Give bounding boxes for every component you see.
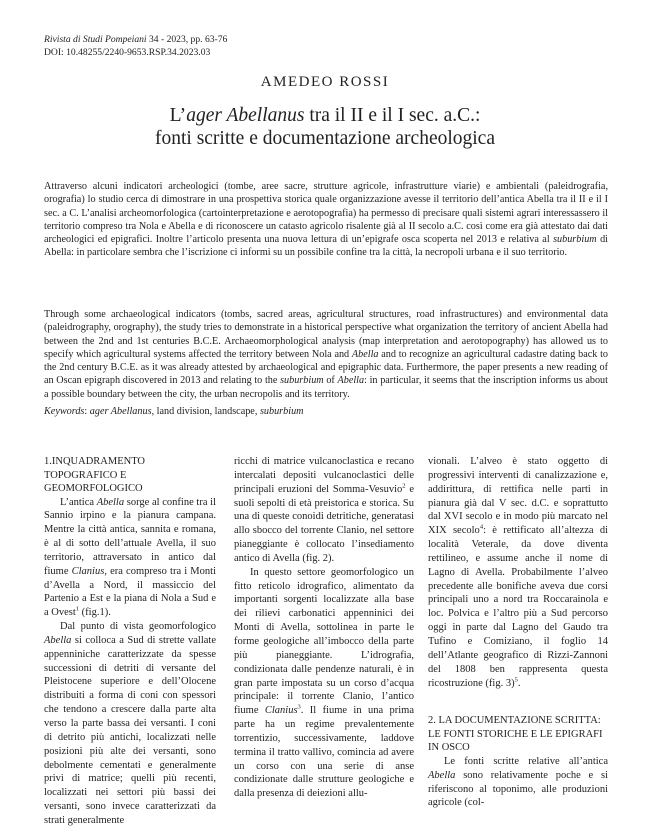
- footnote-ref: 1: [75, 605, 80, 613]
- abstract-en-text: Through some archaeological indicators (tombs, sacred areas, agricultural structures, road infrastructures) and environmental data (paleidrography, orography), the study tries to demonstrate in a historical perspective what organization the territory of ancient Abella had between the 2nd and 1st centuries B.C.E. Archaeomorphological analysis (map interpretation and aerotopography) has allowed us to specify which agricultural systems affected the territory between Nola and: [44, 309, 608, 360]
- abstract-it-text: Attraverso alcuni indicatori archeologici (tombe, aree sacre, strutture agricole, infrastrutture viarie) e ambientali (paleidrografia, orografia) lo studio cerca di dimostrare in una prospettiva storica quale organizzazione avesse il territorio dell’antica Abella tra il II e il I sec. a C. L’analisi archeomorfologica (cartointerpretazione e aerotopografia) ha permesso di precisare quali sistemi agrari interessassero il territorio compreso tra Nola e Abella e di riconoscere un catasto agricolo risalente già al II secolo a.C. così come era già attestato dai dati archeologici ed epigrafici. Inoltre l’articolo presenta una nuova lettura di un’epigrafe osca scoperta nel 2013 e relativa al: [44, 181, 608, 246]
- text: si colloca a Sud di strette vallate appenniniche caratterizzate da spesse successioni di detriti di versante del Pleistocene superiore e dell’Olocene distribuiti a forma di coni con spessori che tendono a crescere dalla parte alta verso la parte bassa dei versanti. I coni di detrito più antichi, localizzati nelle posizioni più alte dei versanti, sono debolmente cementati e generalmente privi di matrice; quelli più recenti, localizzati nei settori più bassi dei versanti, sono invece caratterizzati da strati generalmente: [44, 634, 216, 826]
- footnote-ref: 3: [297, 703, 301, 711]
- column-1: [44, 455, 216, 828]
- section-heading: 1.INQUADRAMENTO TOPOGRAFICO E GEOMORFOLOGICO: [44, 456, 146, 494]
- abstract-it-italic: suburbium: [553, 234, 597, 246]
- text: vionali. L’alveo è stato oggetto di progressivi interventi di canalizzazione e, addirittura, di rettifica nelle parti in pianura già dal V sec. d.C. e soprattutto dal XVI secolo e in modo più marcato nel XIX secolo: [428, 456, 608, 537]
- journal-title: Rivista di Studi Pompeiani: [44, 34, 147, 45]
- text: : è rettificato all’altezza di località Veterale, da dove diventa rettilineo, e assume anche il nome di Lagno di Avella. Probabilmente l’alveo precedente alle bonifiche aveva due corsi principali uno a nord tra Roccarainola e loc. Polvica e l’altro più a Sud percorso oggi in parte dal Lagno del Gaudo tra Tufino e Comiziano, il foglio 14 dell’Atlante geografico di Rizzi-Zannoni del 1808 ben rappresenta questa ricostruzione (fig. 3): [428, 525, 608, 689]
- abstract-en-italic: Abella: [351, 348, 379, 360]
- keywords-colon: :: [84, 406, 90, 417]
- text: , era compreso tra i Monti d’Avella a Nord, il massiccio del Partenio a Est e la piana di Nola a Sud e a Ovest: [44, 565, 216, 619]
- text: . Il fiume in una prima parte ha un regime prevalentemente torrentizio, successivamente, laddove termina il tratto vallivo, comincia ad avere un corso con una serie di anse condizionate dalle strutture geologiche e dalla presenza di deiezioni allu-: [234, 705, 414, 800]
- footnote-ref: 2: [402, 482, 406, 490]
- paragraph: [234, 455, 414, 566]
- title-prefix: L’: [169, 105, 187, 126]
- author-name: AMEDEO ROSSI: [260, 74, 390, 90]
- section-heading: 2. LA DOCUMENTAZIONE SCRITTA: LE FONTI STORICHE E LE EPIGRAFI IN OSCO: [428, 715, 603, 754]
- journal-citation: [44, 33, 227, 59]
- abstract-it-text: di Abella: in particolare sembra che l’iscrizione ci informi su un possibile confine tra la città, la necropoli urbana e il suo territorio.: [44, 234, 608, 259]
- keyword: ager Abellanus: [89, 406, 152, 417]
- doi: DOI: 10.48255/2240-9653.RSP.34.2023.03: [44, 47, 211, 58]
- footnote-ref: 4: [479, 523, 484, 531]
- paragraph: [234, 566, 414, 801]
- text: Le fonti scritte relative all’antica: [444, 755, 608, 767]
- abstract-en-text: of: [323, 375, 338, 387]
- spacer: [428, 690, 608, 714]
- abstract-en-italic: suburbium: [280, 375, 324, 387]
- text-italic: Abella: [96, 496, 125, 508]
- text-italic: Clanius: [71, 565, 105, 577]
- text: sorge al confine tra il Sannio irpino e la pianura campana. Mentre la città antica, sannita e romana, è al di sotto dell’attuale Avella, il suo territorio, attraversato in antico dal fiume: [44, 496, 216, 577]
- text: sono relativamente poche e si riferiscono al toponimo, alle produzioni agricole (col-: [428, 769, 608, 809]
- keyword: suburbium: [259, 406, 304, 417]
- title-line2: fonti scritte e documentazione archeologica: [154, 128, 495, 149]
- column-3: [428, 455, 608, 810]
- journal-volume-pages: 34 - 2023, pp. 63-76: [146, 34, 228, 45]
- text: In questo settore geomorfologico un fitto reticolo idrografico, alimentato da importanti sorgenti localizzate alla base dei rilievi carbonatici appenninici dei Monti di Avella, sottolinea in parte le forme geologiche all’imbocco della parte più pianeggiante. L’idrografia, condizionata dalle pendenze naturali, è in gran parte impostata su un corso d’acqua principale: il torrente Clanio, l’antico fiume: [234, 566, 414, 717]
- text: .: [517, 677, 521, 689]
- abstract-en-text: : in particular, it seems that the inscription informs us about a possible boundary between the city, the urban necropolis and its territory.: [44, 375, 608, 400]
- abstract-en-text: and to recognize an agricultural cadastre dating back to the 2nd century B.C.E. as it was already attested by archaeological and epigraphic data. Furthermore, the paper presents a new reading of an Oscan epigraph discovered in 2013 and relating to the: [44, 348, 609, 387]
- paragraph: [428, 455, 608, 690]
- text-italic: Abella: [44, 634, 72, 646]
- column-2: [234, 455, 414, 801]
- paragraph: [44, 620, 216, 828]
- keyword: , land division, landscape,: [151, 406, 260, 417]
- footnote-ref: 5: [514, 676, 518, 683]
- paragraph: [44, 496, 216, 621]
- abstract-english: [44, 308, 608, 401]
- text-italic: Clanius: [264, 705, 298, 717]
- paragraph: [428, 755, 608, 810]
- text-italic: Abella: [428, 769, 456, 781]
- text: ricchi di matrice vulcanoclastica e recano intercalati depositi vulcanoclastici delle principali eruzioni del Somma-Vesuvio: [234, 456, 414, 495]
- text: Dal punto di vista geomorfologico: [60, 621, 216, 633]
- article-title: [0, 104, 650, 150]
- abstract-en-italic: Abella: [337, 375, 365, 387]
- keywords-label: Keywords: [44, 406, 85, 417]
- abstract-italian: [44, 180, 608, 260]
- title-line1-rest: tra il II e il I sec. a.C.:: [304, 105, 481, 126]
- text: e suoli sepolti di età preistorica e storica. Su una di queste conoidi detritiche, generatasi allo sbocco del torrente Clanio, nel settore pianeggiante è collocato l’insediamento antico di Avella (fig. 2).: [234, 483, 414, 564]
- title-italic: ager Abellanus: [186, 105, 305, 126]
- text: L’antica: [60, 496, 97, 508]
- keywords: [44, 406, 304, 417]
- text: (fig.1).: [79, 607, 111, 619]
